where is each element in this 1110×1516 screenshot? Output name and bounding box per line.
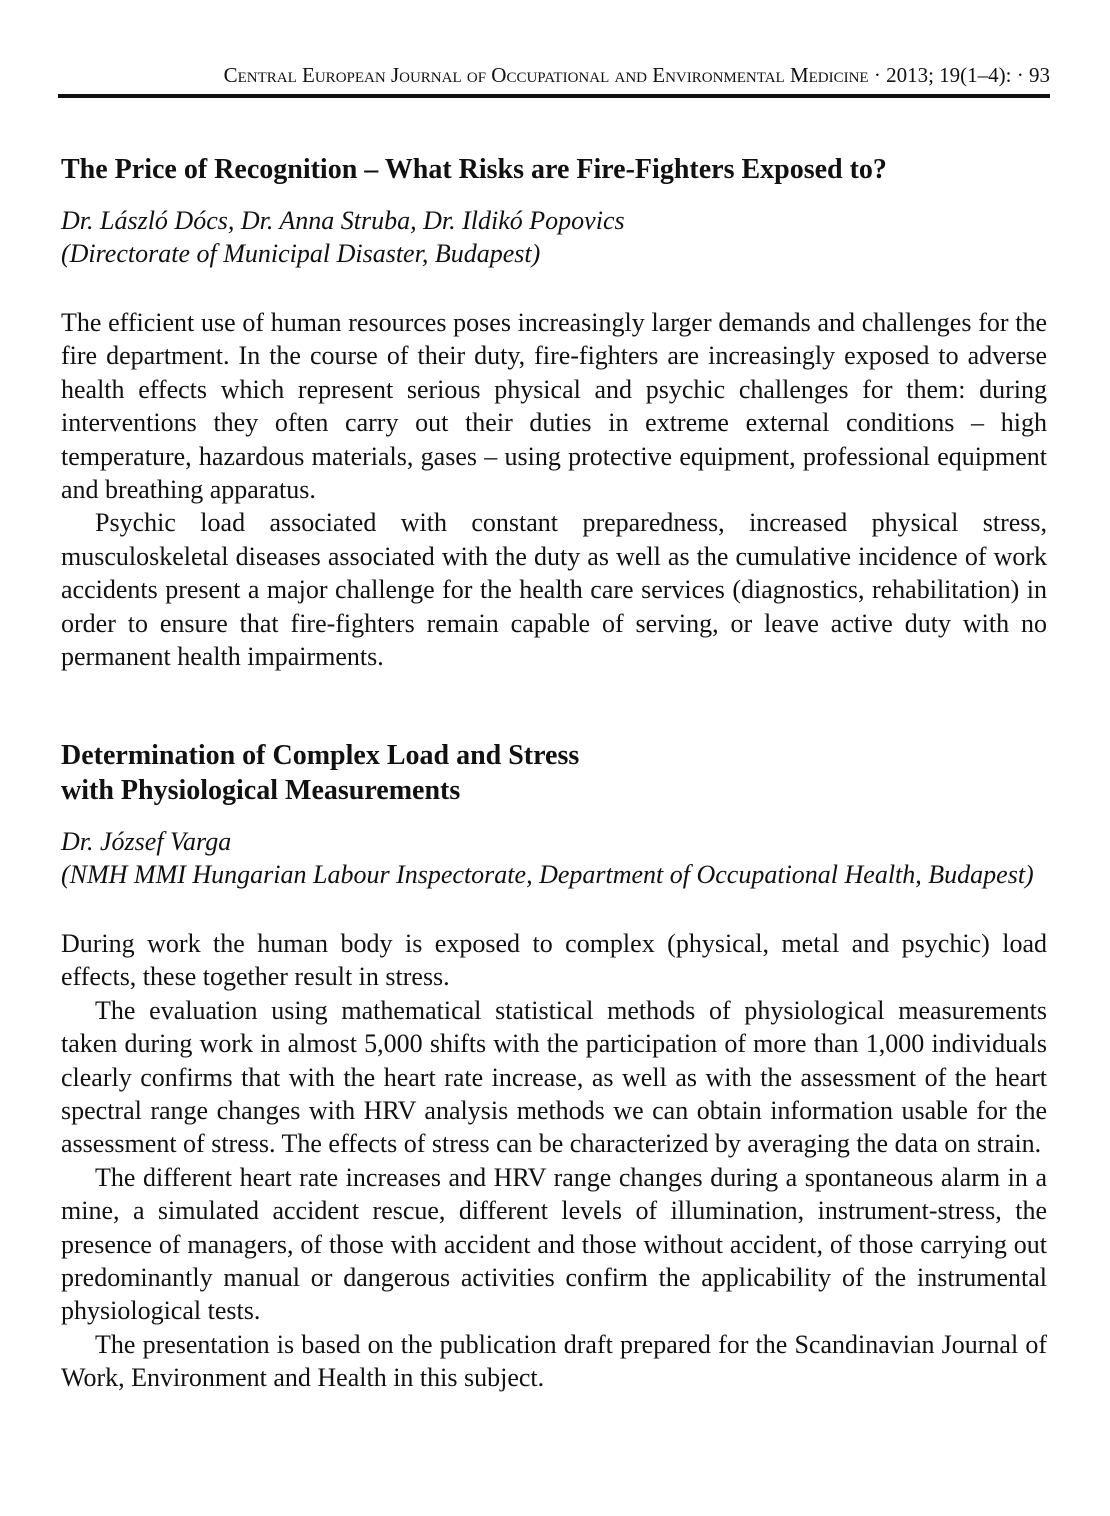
article-abstract [61, 306, 1047, 673]
article-complex-load-stress [61, 738, 1047, 1395]
running-head [58, 58, 1050, 98]
journal-citation: Central European Journal of Occupational and Environmental Medicine · 2013; 19(1–4): · 93 [223, 63, 1050, 87]
article-authors: Dr. József Varga [61, 827, 232, 856]
article-title-line-2: with Physiological Measurements [61, 775, 461, 806]
paragraph: The different heart rate increases and HRV range changes during a spontaneous alarm in a mine, a simulated accident rescue, different levels of illumination, instrument-stress, the presence of managers, of those with accident and those without accident, of those carrying out predominantly manual or dangerous activities confirm the applicability of the instrumental physiological tests. [61, 1162, 1047, 1326]
article-title-line-1: Determination of Complex Load and Stress [61, 740, 580, 771]
article-title [61, 738, 1047, 808]
paragraph: Psychic load associated with constant preparedness, increased physical stress, musculoskeletal diseases associated with the duty as well as the cumulative incidence of work accidents present a major challenge for the health care services (diagnostics, rehabilitation) in order to ensure that fire-fighters remain capable of serving, or leave active duty with no permanent health impairments. [61, 508, 1047, 672]
paragraph: The presentation is based on the publication draft prepared for the Scandinavian Journal of Work, Environment and Health in this subject. [61, 1329, 1047, 1393]
paragraph: The efficient use of human resources poses increasingly larger demands and challenges for the fire department. In the course of their duty, fire-fighters are increasingly exposed to adverse health effects which represent serious physical and psychic challenges for them: during interventions they often carry out their duties in extreme external conditions – high temperature, hazardous materials, gases – using protective equipment, professional equipment and breathing apparatus. [61, 308, 1047, 505]
paragraph: During work the human body is exposed to complex (physical, metal and psychic) load effects, these together result in stress. [61, 929, 1047, 992]
article-title: The Price of Recognition – What Risks are Fire-Fighters Exposed to? [61, 154, 887, 185]
article-affiliation: (NMH MMI Hungarian Labour Inspectorate, Department of Occupational Health, Budapest) [61, 860, 1034, 889]
article-affiliation: (Directorate of Municipal Disaster, Budapest) [61, 239, 541, 268]
article-abstract [61, 927, 1047, 1395]
article-fire-fighters [61, 152, 1047, 673]
paragraph: The evaluation using mathematical statistical methods of physiological measurements taken during work in almost 5,000 shifts with the participation of more than 1,000 individuals clearly confirms that with the heart rate increase, as well as with the assessment of the heart spectral range changes with HRV analysis methods we can obtain information usable for the assessment of stress. The effects of stress can be characterized by averaging the data on strain. [61, 995, 1047, 1159]
article-authors: Dr. László Dócs, Dr. Anna Struba, Dr. Ildikó Popovics [61, 206, 625, 235]
